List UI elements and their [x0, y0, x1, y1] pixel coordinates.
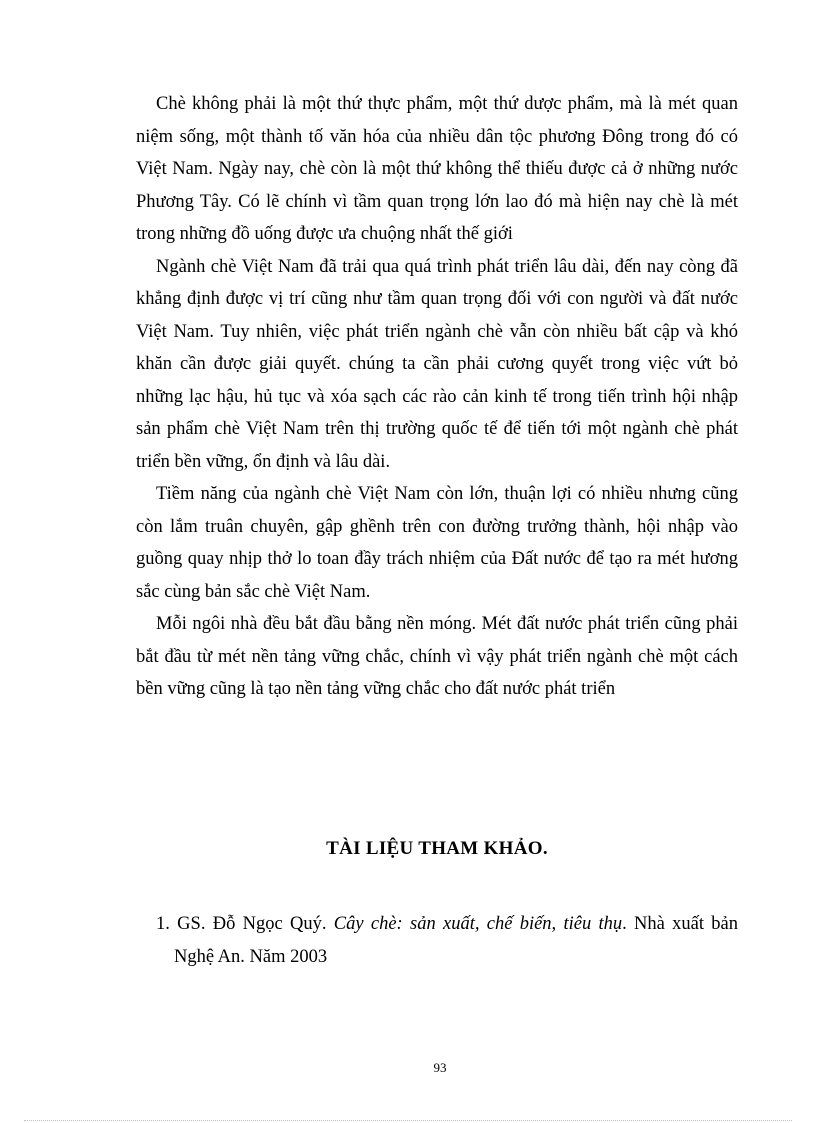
- body-text: [136, 88, 738, 706]
- reference-item: [156, 908, 738, 973]
- page-number: 93: [433, 1060, 447, 1075]
- reference-author: GS. Đỗ Ngọc Quý.: [177, 914, 327, 934]
- footer-divider: [24, 1120, 792, 1121]
- reference-title: Cây chè: sản xuất, chế biến, tiêu thụ: [333, 914, 623, 934]
- paragraph-4: Mỗi ngôi nhà đều bắt đầu bằng nền móng. Mét đất nước phát triển cũng phải bắt đầu từ mét nền tảng vững chắc, chính vì vậy phát triển ngành chè một cách bền vững cũng là tạo nền tảng vững chắc cho đất nước phát triển: [136, 614, 738, 699]
- reference-publisher: . Nhà xuất bản Nghệ An. Năm 2003: [174, 914, 739, 967]
- paragraph-2: Ngành chè Việt Nam đã trải qua quá trình phát triển lâu dài, đến nay còng đã khẳng định được vị trí cũng như tầm quan trọng đối với con người và đất nước Việt Nam. Tuy nhiên, việc phát triển ngành chè vẫn còn nhiều bất cập và khó khăn cần được giải quyết. chúng ta cần phải cương quyết trong việc vứt bỏ những lạc hậu, hủ tục và xóa sạch các rào cản kinh tế trong tiến trình hội nhập sản phẩm chè Việt Nam trên thị trường quốc tế để tiến tới một ngành chè phát triển bền vững, ổn định và lâu dài.: [136, 256, 738, 472]
- reference-number: 1.: [156, 914, 170, 934]
- paragraph-1: Chè không phải là một thứ thực phẩm, một thứ dược phẩm, mà là mét quan niệm sống, một thành tố văn hóa của nhiều dân tộc phương Đông trong đó có Việt Nam. Ngày nay, chè còn là một thứ không thể thiếu được cả ở những nước Phương Tây. Có lẽ chính vì tầm quan trọng lớn lao đó mà hiện nay chè là mét trong những đồ uống được ưa chuộng nhất thế giới: [136, 94, 738, 244]
- references-heading: TÀI LIỆU THAM KHẢO.: [326, 838, 548, 859]
- reference-list: [156, 908, 738, 973]
- paragraph-3: Tiềm năng của ngành chè Việt Nam còn lớn, thuận lợi có nhiều nhưng cũng còn lắm truân chuyên, gập ghềnh trên con đường trưởng thành, hội nhập vào guồng quay nhịp thở lo toan đầy trách nhiệm của Đất nước để tạo ra mét hương sắc cùng bản sắc chè Việt Nam.: [136, 484, 738, 602]
